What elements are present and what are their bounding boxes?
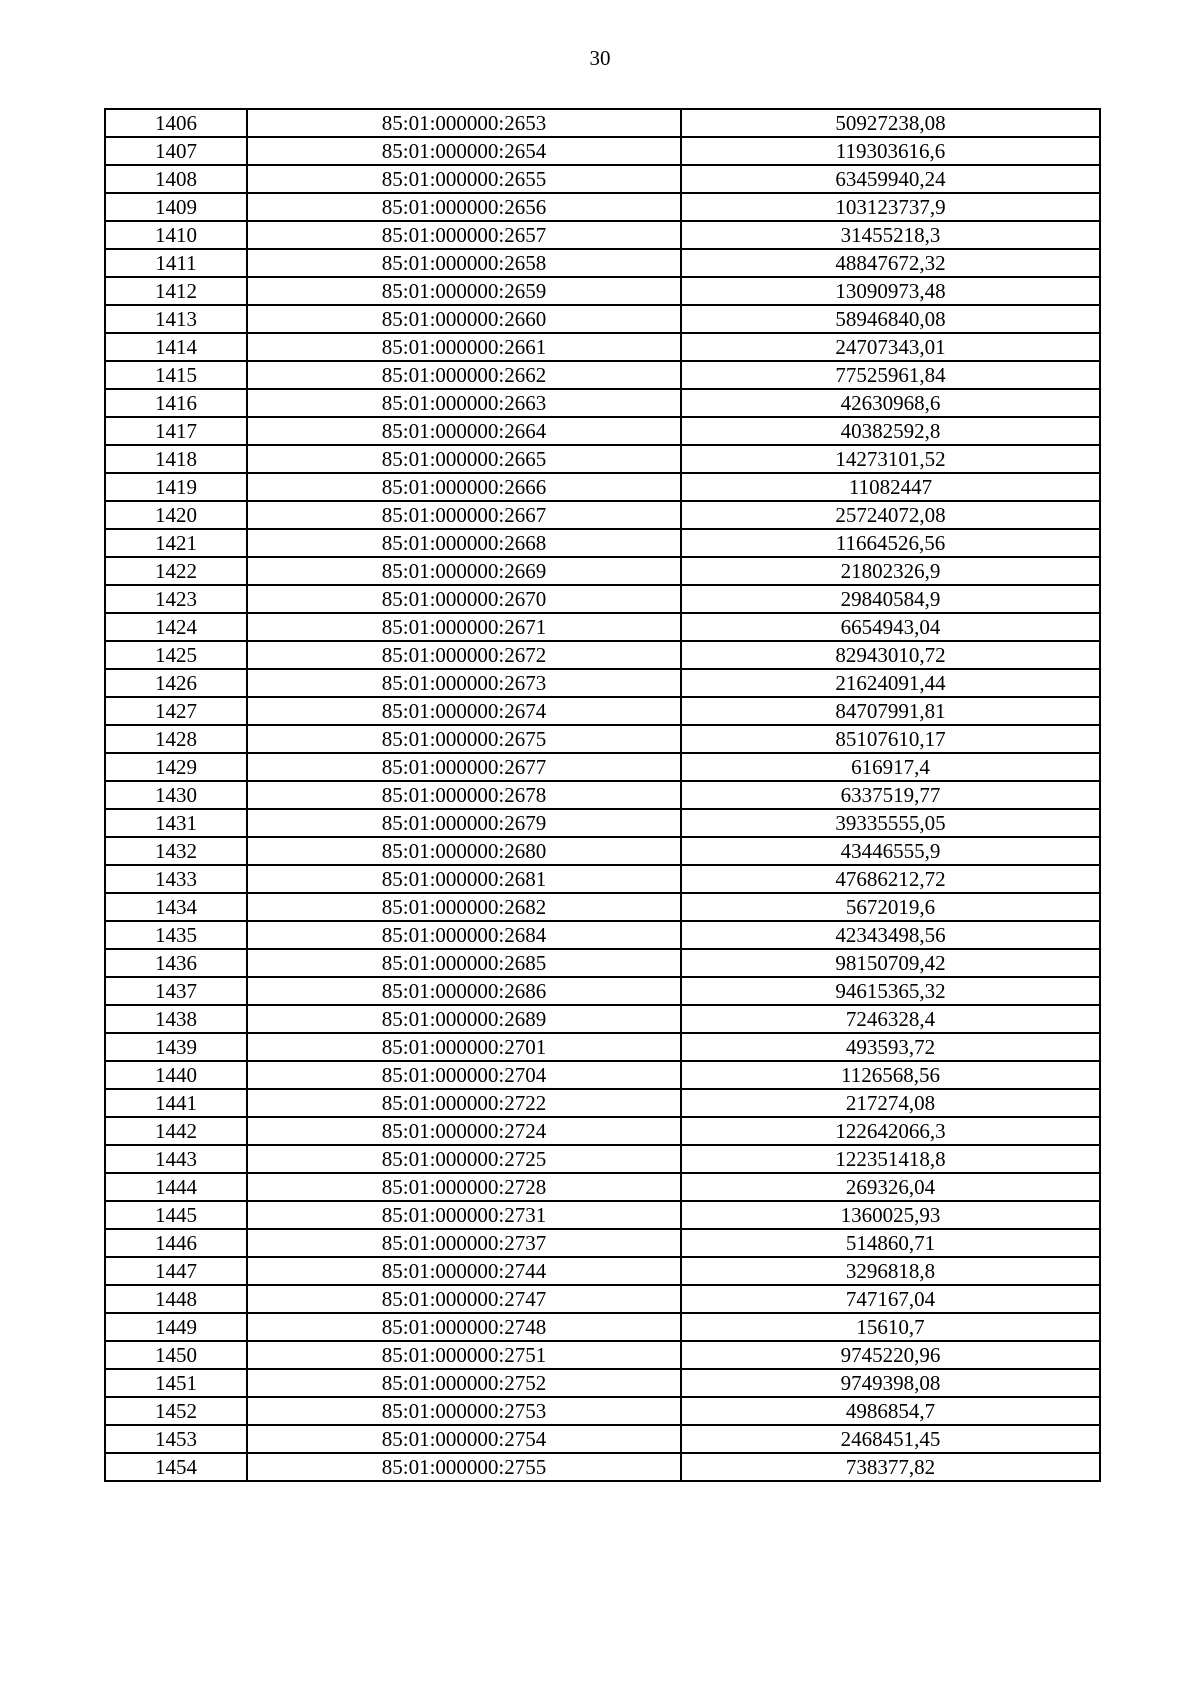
table-row: [105, 1453, 1100, 1481]
cadastral-number-cell: 85:01:000000:2722: [247, 1089, 681, 1117]
table-row: [105, 781, 1100, 809]
cadastral-number-cell: 85:01:000000:2674: [247, 697, 681, 725]
cadastral-number-cell: 85:01:000000:2673: [247, 669, 681, 697]
cadastral-value-cell: 21802326,9: [681, 557, 1100, 585]
cadastral-value-cell: 217274,08: [681, 1089, 1100, 1117]
row-number-cell: 1424: [105, 613, 247, 641]
cadastral-number-cell: 85:01:000000:2653: [247, 109, 681, 137]
cadastral-number-cell: 85:01:000000:2654: [247, 137, 681, 165]
cadastral-value-cell: 43446555,9: [681, 837, 1100, 865]
cadastral-value-cell: 40382592,8: [681, 417, 1100, 445]
row-number-cell: 1454: [105, 1453, 247, 1481]
cadastral-value-cell: 122351418,8: [681, 1145, 1100, 1173]
cadastral-value-cell: 47686212,72: [681, 865, 1100, 893]
table-row: [105, 305, 1100, 333]
table-row: [105, 1257, 1100, 1285]
cadastral-value-cell: 42343498,56: [681, 921, 1100, 949]
row-number-cell: 1437: [105, 977, 247, 1005]
cadastral-number-cell: 85:01:000000:2744: [247, 1257, 681, 1285]
cadastral-value-cell: 50927238,08: [681, 109, 1100, 137]
table-row: [105, 641, 1100, 669]
cadastral-number-cell: 85:01:000000:2680: [247, 837, 681, 865]
table-row: [105, 529, 1100, 557]
cadastral-value-cell: 616917,4: [681, 753, 1100, 781]
table-row: [105, 137, 1100, 165]
cadastral-number-cell: 85:01:000000:2658: [247, 249, 681, 277]
cadastral-number-cell: 85:01:000000:2677: [247, 753, 681, 781]
row-number-cell: 1439: [105, 1033, 247, 1061]
cadastral-number-cell: 85:01:000000:2667: [247, 501, 681, 529]
cadastral-value-cell: 103123737,9: [681, 193, 1100, 221]
table-row: [105, 1425, 1100, 1453]
table-row: [105, 165, 1100, 193]
cadastral-number-cell: 85:01:000000:2657: [247, 221, 681, 249]
row-number-cell: 1432: [105, 837, 247, 865]
cadastral-value-cell: 9745220,96: [681, 1341, 1100, 1369]
row-number-cell: 1415: [105, 361, 247, 389]
cadastral-value-table: [104, 108, 1101, 1482]
cadastral-value-cell: 84707991,81: [681, 697, 1100, 725]
table-row: [105, 697, 1100, 725]
page-number: 30: [589, 46, 611, 70]
cadastral-number-cell: 85:01:000000:2682: [247, 893, 681, 921]
row-number-cell: 1445: [105, 1201, 247, 1229]
row-number-cell: 1407: [105, 137, 247, 165]
table-row: [105, 1369, 1100, 1397]
row-number-cell: 1411: [105, 249, 247, 277]
table-row: [105, 1313, 1100, 1341]
row-number-cell: 1413: [105, 305, 247, 333]
row-number-cell: 1429: [105, 753, 247, 781]
row-number-cell: 1447: [105, 1257, 247, 1285]
cadastral-value-cell: 738377,82: [681, 1453, 1100, 1481]
cadastral-number-cell: 85:01:000000:2751: [247, 1341, 681, 1369]
cadastral-value-cell: 77525961,84: [681, 361, 1100, 389]
table-row: [105, 473, 1100, 501]
cadastral-number-cell: 85:01:000000:2662: [247, 361, 681, 389]
row-number-cell: 1436: [105, 949, 247, 977]
cadastral-number-cell: 85:01:000000:2675: [247, 725, 681, 753]
table-row: [105, 1145, 1100, 1173]
table-row: [105, 445, 1100, 473]
cadastral-number-cell: 85:01:000000:2666: [247, 473, 681, 501]
cadastral-number-cell: 85:01:000000:2685: [247, 949, 681, 977]
table-row: [105, 1061, 1100, 1089]
row-number-cell: 1417: [105, 417, 247, 445]
table-row: [105, 1201, 1100, 1229]
row-number-cell: 1443: [105, 1145, 247, 1173]
cadastral-number-cell: 85:01:000000:2671: [247, 613, 681, 641]
table-body: [105, 109, 1100, 1481]
cadastral-value-cell: 5672019,6: [681, 893, 1100, 921]
cadastral-value-cell: 94615365,32: [681, 977, 1100, 1005]
cadastral-value-cell: 3296818,8: [681, 1257, 1100, 1285]
cadastral-value-cell: 48847672,32: [681, 249, 1100, 277]
cadastral-number-cell: 85:01:000000:2753: [247, 1397, 681, 1425]
cadastral-number-cell: 85:01:000000:2681: [247, 865, 681, 893]
cadastral-number-cell: 85:01:000000:2728: [247, 1173, 681, 1201]
row-number-cell: 1418: [105, 445, 247, 473]
cadastral-number-cell: 85:01:000000:2755: [247, 1453, 681, 1481]
cadastral-number-cell: 85:01:000000:2659: [247, 277, 681, 305]
cadastral-number-cell: 85:01:000000:2656: [247, 193, 681, 221]
cadastral-number-cell: 85:01:000000:2669: [247, 557, 681, 585]
cadastral-number-cell: 85:01:000000:2661: [247, 333, 681, 361]
cadastral-value-cell: 58946840,08: [681, 305, 1100, 333]
row-number-cell: 1441: [105, 1089, 247, 1117]
cadastral-value-cell: 1126568,56: [681, 1061, 1100, 1089]
row-number-cell: 1446: [105, 1229, 247, 1257]
cadastral-value-cell: 25724072,08: [681, 501, 1100, 529]
cadastral-number-cell: 85:01:000000:2689: [247, 1005, 681, 1033]
cadastral-number-cell: 85:01:000000:2664: [247, 417, 681, 445]
table-row: [105, 1285, 1100, 1313]
cadastral-number-cell: 85:01:000000:2725: [247, 1145, 681, 1173]
row-number-cell: 1452: [105, 1397, 247, 1425]
row-number-cell: 1422: [105, 557, 247, 585]
cadastral-value-cell: 11082447: [681, 473, 1100, 501]
cadastral-value-cell: 82943010,72: [681, 641, 1100, 669]
table-row: [105, 1005, 1100, 1033]
row-number-cell: 1419: [105, 473, 247, 501]
cadastral-value-cell: 85107610,17: [681, 725, 1100, 753]
row-number-cell: 1414: [105, 333, 247, 361]
cadastral-value-cell: 7246328,4: [681, 1005, 1100, 1033]
cadastral-value-cell: 29840584,9: [681, 585, 1100, 613]
table-row: [105, 1089, 1100, 1117]
cadastral-number-cell: 85:01:000000:2704: [247, 1061, 681, 1089]
cadastral-value-cell: 493593,72: [681, 1033, 1100, 1061]
cadastral-value-cell: 21624091,44: [681, 669, 1100, 697]
row-number-cell: 1440: [105, 1061, 247, 1089]
table-row: [105, 361, 1100, 389]
row-number-cell: 1423: [105, 585, 247, 613]
cadastral-value-cell: 98150709,42: [681, 949, 1100, 977]
row-number-cell: 1451: [105, 1369, 247, 1397]
table-row: [105, 669, 1100, 697]
row-number-cell: 1426: [105, 669, 247, 697]
table-row: [105, 753, 1100, 781]
row-number-cell: 1435: [105, 921, 247, 949]
row-number-cell: 1442: [105, 1117, 247, 1145]
cadastral-number-cell: 85:01:000000:2679: [247, 809, 681, 837]
cadastral-number-cell: 85:01:000000:2737: [247, 1229, 681, 1257]
row-number-cell: 1428: [105, 725, 247, 753]
cadastral-number-cell: 85:01:000000:2665: [247, 445, 681, 473]
table-row: [105, 333, 1100, 361]
row-number-cell: 1416: [105, 389, 247, 417]
table-row: [105, 949, 1100, 977]
row-number-cell: 1425: [105, 641, 247, 669]
cadastral-number-cell: 85:01:000000:2663: [247, 389, 681, 417]
cadastral-value-cell: 39335555,05: [681, 809, 1100, 837]
cadastral-number-cell: 85:01:000000:2672: [247, 641, 681, 669]
row-number-cell: 1433: [105, 865, 247, 893]
cadastral-value-cell: 31455218,3: [681, 221, 1100, 249]
cadastral-value-cell: 9749398,08: [681, 1369, 1100, 1397]
cadastral-value-cell: 4986854,7: [681, 1397, 1100, 1425]
row-number-cell: 1444: [105, 1173, 247, 1201]
cadastral-value-cell: 24707343,01: [681, 333, 1100, 361]
table-row: [105, 613, 1100, 641]
cadastral-value-cell: 14273101,52: [681, 445, 1100, 473]
cadastral-number-cell: 85:01:000000:2724: [247, 1117, 681, 1145]
cadastral-value-cell: 514860,71: [681, 1229, 1100, 1257]
row-number-cell: 1453: [105, 1425, 247, 1453]
cadastral-value-cell: 42630968,6: [681, 389, 1100, 417]
cadastral-value-cell: 119303616,6: [681, 137, 1100, 165]
cadastral-number-cell: 85:01:000000:2668: [247, 529, 681, 557]
cadastral-value-cell: 6337519,77: [681, 781, 1100, 809]
cadastral-value-cell: 63459940,24: [681, 165, 1100, 193]
row-number-cell: 1410: [105, 221, 247, 249]
cadastral-number-cell: 85:01:000000:2748: [247, 1313, 681, 1341]
cadastral-number-cell: 85:01:000000:2752: [247, 1369, 681, 1397]
table-row: [105, 109, 1100, 137]
cadastral-number-cell: 85:01:000000:2660: [247, 305, 681, 333]
cadastral-value-cell: 122642066,3: [681, 1117, 1100, 1145]
table-row: [105, 809, 1100, 837]
cadastral-number-cell: 85:01:000000:2731: [247, 1201, 681, 1229]
row-number-cell: 1450: [105, 1341, 247, 1369]
row-number-cell: 1448: [105, 1285, 247, 1313]
cadastral-value-cell: 1360025,93: [681, 1201, 1100, 1229]
row-number-cell: 1420: [105, 501, 247, 529]
cadastral-value-cell: 15610,7: [681, 1313, 1100, 1341]
table-row: [105, 977, 1100, 1005]
row-number-cell: 1408: [105, 165, 247, 193]
table-row: [105, 249, 1100, 277]
cadastral-number-cell: 85:01:000000:2686: [247, 977, 681, 1005]
row-number-cell: 1421: [105, 529, 247, 557]
table-row: [105, 1117, 1100, 1145]
row-number-cell: 1412: [105, 277, 247, 305]
cadastral-number-cell: 85:01:000000:2701: [247, 1033, 681, 1061]
table-row: [105, 417, 1100, 445]
cadastral-number-cell: 85:01:000000:2754: [247, 1425, 681, 1453]
cadastral-number-cell: 85:01:000000:2747: [247, 1285, 681, 1313]
table-row: [105, 193, 1100, 221]
row-number-cell: 1427: [105, 697, 247, 725]
table-row: [105, 585, 1100, 613]
table-row: [105, 221, 1100, 249]
table-row: [105, 1397, 1100, 1425]
table-row: [105, 1229, 1100, 1257]
table-row: [105, 725, 1100, 753]
row-number-cell: 1431: [105, 809, 247, 837]
cadastral-value-cell: 269326,04: [681, 1173, 1100, 1201]
table-row: [105, 865, 1100, 893]
cadastral-value-cell: 11664526,56: [681, 529, 1100, 557]
row-number-cell: 1430: [105, 781, 247, 809]
cadastral-number-cell: 85:01:000000:2678: [247, 781, 681, 809]
cadastral-number-cell: 85:01:000000:2670: [247, 585, 681, 613]
row-number-cell: 1449: [105, 1313, 247, 1341]
cadastral-value-cell: 6654943,04: [681, 613, 1100, 641]
row-number-cell: 1409: [105, 193, 247, 221]
table-row: [105, 1173, 1100, 1201]
cadastral-value-cell: 2468451,45: [681, 1425, 1100, 1453]
cadastral-number-cell: 85:01:000000:2655: [247, 165, 681, 193]
table-row: [105, 501, 1100, 529]
row-number-cell: 1438: [105, 1005, 247, 1033]
cadastral-number-cell: 85:01:000000:2684: [247, 921, 681, 949]
table-row: [105, 277, 1100, 305]
table-row: [105, 557, 1100, 585]
cadastral-value-cell: 747167,04: [681, 1285, 1100, 1313]
row-number-cell: 1406: [105, 109, 247, 137]
cadastral-value-cell: 13090973,48: [681, 277, 1100, 305]
table-row: [105, 389, 1100, 417]
table-row: [105, 1033, 1100, 1061]
table-row: [105, 837, 1100, 865]
table-row: [105, 921, 1100, 949]
row-number-cell: 1434: [105, 893, 247, 921]
table-row: [105, 1341, 1100, 1369]
table-row: [105, 893, 1100, 921]
